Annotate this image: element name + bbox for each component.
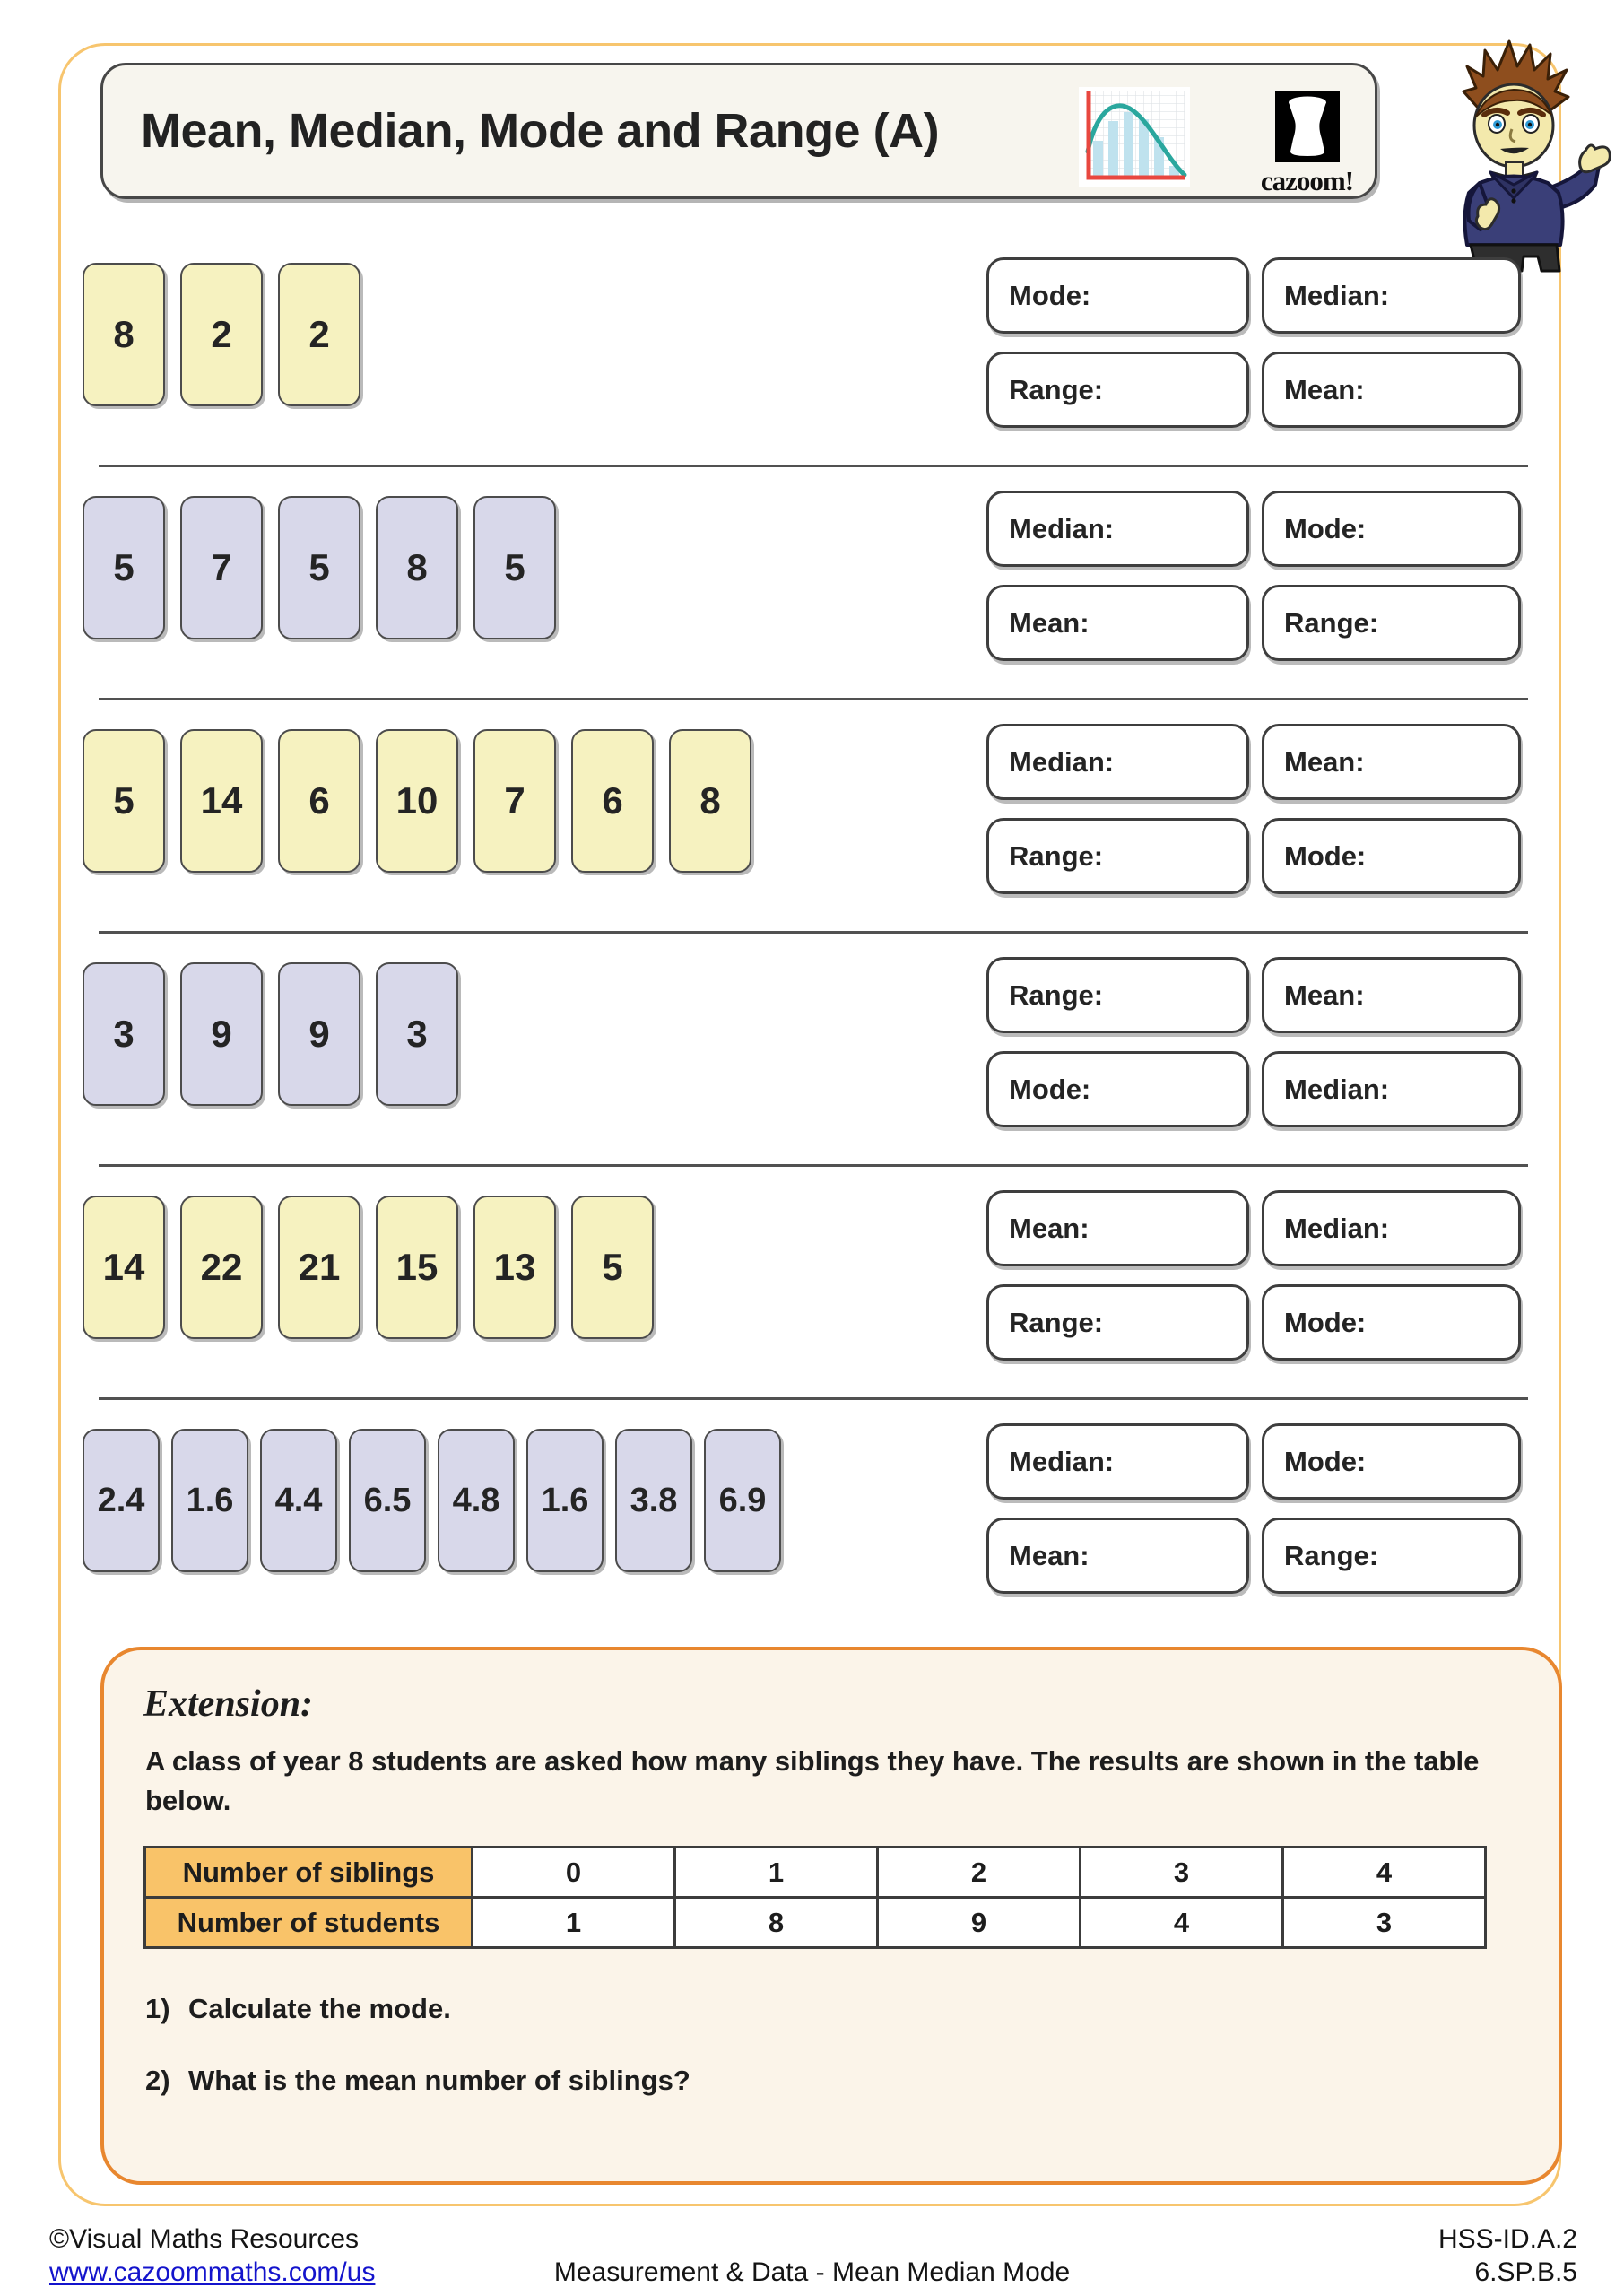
question-row	[0, 933, 1624, 1166]
question-row	[0, 466, 1624, 700]
extension-box	[100, 1647, 1562, 2185]
question-number: 2)	[145, 2065, 170, 2096]
number-card: 5	[83, 496, 165, 639]
answer-grid	[986, 1423, 1521, 1594]
answer-box-mode: Mode:	[986, 257, 1249, 334]
table-header-students: Number of students	[145, 1898, 473, 1948]
question-rows	[0, 233, 1624, 1632]
question-row	[0, 233, 1624, 466]
answer-box-median: Median:	[986, 724, 1249, 800]
table-row	[145, 1848, 1486, 1898]
number-card: 5	[278, 496, 360, 639]
answer-box-range: Range:	[986, 352, 1249, 428]
number-card: 7	[180, 496, 263, 639]
number-card: 2.4	[83, 1429, 160, 1572]
number-card: 3.8	[615, 1429, 692, 1572]
answer-box-median: Median:	[1262, 257, 1521, 334]
answer-box-median: Median:	[986, 1423, 1249, 1500]
table-cell: 4	[1283, 1848, 1486, 1898]
answer-box-mean: Mean:	[986, 1518, 1249, 1594]
answer-box-mode: Mode:	[1262, 491, 1521, 567]
number-card: 22	[180, 1196, 263, 1339]
card-list	[83, 1429, 781, 1572]
table-header-siblings: Number of siblings	[145, 1848, 473, 1898]
question-text: Calculate the mode.	[188, 1993, 451, 2024]
footer-link[interactable]: www.cazoommaths.com/us	[49, 2257, 376, 2287]
answer-box-median: Median:	[986, 491, 1249, 567]
answer-box-mean: Mean:	[1262, 957, 1521, 1033]
answer-box-range: Range:	[986, 1284, 1249, 1361]
number-card: 6.5	[349, 1429, 426, 1572]
extension-description: A class of year 8 students are asked how many siblings they have. The results are shown in the table below.	[145, 1745, 1480, 1817]
number-card: 9	[278, 962, 360, 1106]
extension-heading: Extension:	[143, 1683, 314, 1725]
number-card: 21	[278, 1196, 360, 1339]
answer-box-mean: Mean:	[1262, 352, 1521, 428]
answer-grid	[986, 1190, 1521, 1361]
number-card: 1.6	[526, 1429, 604, 1572]
question-number: 1)	[145, 1993, 170, 2024]
card-list	[83, 496, 556, 639]
number-card: 10	[376, 729, 458, 873]
worksheet-header	[100, 63, 1377, 199]
number-card: 8	[83, 263, 165, 406]
table-cell: 8	[675, 1898, 878, 1948]
answer-box-range: Range:	[1262, 585, 1521, 661]
answer-box-range: Range:	[986, 818, 1249, 894]
card-list	[83, 1196, 654, 1339]
table-row	[145, 1898, 1486, 1948]
table-cell: 3	[1283, 1898, 1486, 1948]
footer-copyright: ©Visual Maths Resources	[49, 2224, 360, 2254]
cazoom-logo	[1229, 91, 1385, 197]
number-card: 6	[571, 729, 654, 873]
djembe-drum-icon	[1275, 91, 1340, 162]
answer-box-median: Median:	[1262, 1051, 1521, 1127]
answer-box-mode: Mode:	[1262, 1284, 1521, 1361]
number-card: 4.4	[260, 1429, 337, 1572]
number-card: 2	[180, 263, 263, 406]
footer-standard-code-2: 6.SP.B.5	[1474, 2257, 1577, 2287]
number-card: 7	[473, 729, 556, 873]
number-card: 5	[83, 729, 165, 873]
table-cell: 4	[1081, 1898, 1283, 1948]
answer-box-mean: Mean:	[986, 585, 1249, 661]
number-card: 8	[376, 496, 458, 639]
number-card: 15	[376, 1196, 458, 1339]
answer-box-range: Range:	[986, 957, 1249, 1033]
answer-box-mode: Mode:	[1262, 1423, 1521, 1500]
answer-grid	[986, 957, 1521, 1127]
bell-curve-chart-icon	[1079, 87, 1190, 187]
siblings-table	[143, 1846, 1487, 1949]
question-row	[0, 1166, 1624, 1399]
page-title: Mean, Median, Mode and Range (A)	[141, 104, 940, 158]
number-card: 3	[376, 962, 458, 1106]
question-text: What is the mean number of siblings?	[188, 2065, 690, 2096]
extension-question-2	[145, 2065, 690, 2097]
table-cell: 1	[473, 1898, 675, 1948]
cazoom-logo-text: cazoom!	[1260, 165, 1354, 196]
table-cell: 3	[1081, 1848, 1283, 1898]
answer-box-median: Median:	[1262, 1190, 1521, 1266]
table-cell: 9	[878, 1898, 1081, 1948]
answer-box-range: Range:	[1262, 1518, 1521, 1594]
footer-standard-code-1: HSS-ID.A.2	[1437, 2224, 1577, 2254]
answer-box-mode: Mode:	[986, 1051, 1249, 1127]
card-list	[83, 729, 751, 873]
number-card: 6	[278, 729, 360, 873]
card-list	[83, 263, 360, 406]
footer-topic: Measurement & Data - Mean Median Mode	[553, 2257, 1071, 2287]
answer-box-mean: Mean:	[986, 1190, 1249, 1266]
number-card: 8	[669, 729, 751, 873]
number-card: 4.8	[438, 1429, 515, 1572]
answer-grid	[986, 257, 1521, 428]
number-card: 13	[473, 1196, 556, 1339]
answer-grid	[986, 724, 1521, 894]
number-card: 1.6	[171, 1429, 248, 1572]
number-card: 2	[278, 263, 360, 406]
extension-question-1	[145, 1993, 451, 2025]
question-row	[0, 700, 1624, 933]
table-cell: 1	[675, 1848, 878, 1898]
number-card: 14	[180, 729, 263, 873]
number-card: 6.9	[704, 1429, 781, 1572]
table-cell: 0	[473, 1848, 675, 1898]
answer-grid	[986, 491, 1521, 661]
number-card: 9	[180, 962, 263, 1106]
answer-box-mode: Mode:	[1262, 818, 1521, 894]
number-card: 3	[83, 962, 165, 1106]
answer-box-mean: Mean:	[1262, 724, 1521, 800]
number-card: 5	[571, 1196, 654, 1339]
table-cell: 2	[878, 1848, 1081, 1898]
card-list	[83, 962, 458, 1106]
question-row	[0, 1399, 1624, 1632]
number-card: 5	[473, 496, 556, 639]
number-card: 14	[83, 1196, 165, 1339]
